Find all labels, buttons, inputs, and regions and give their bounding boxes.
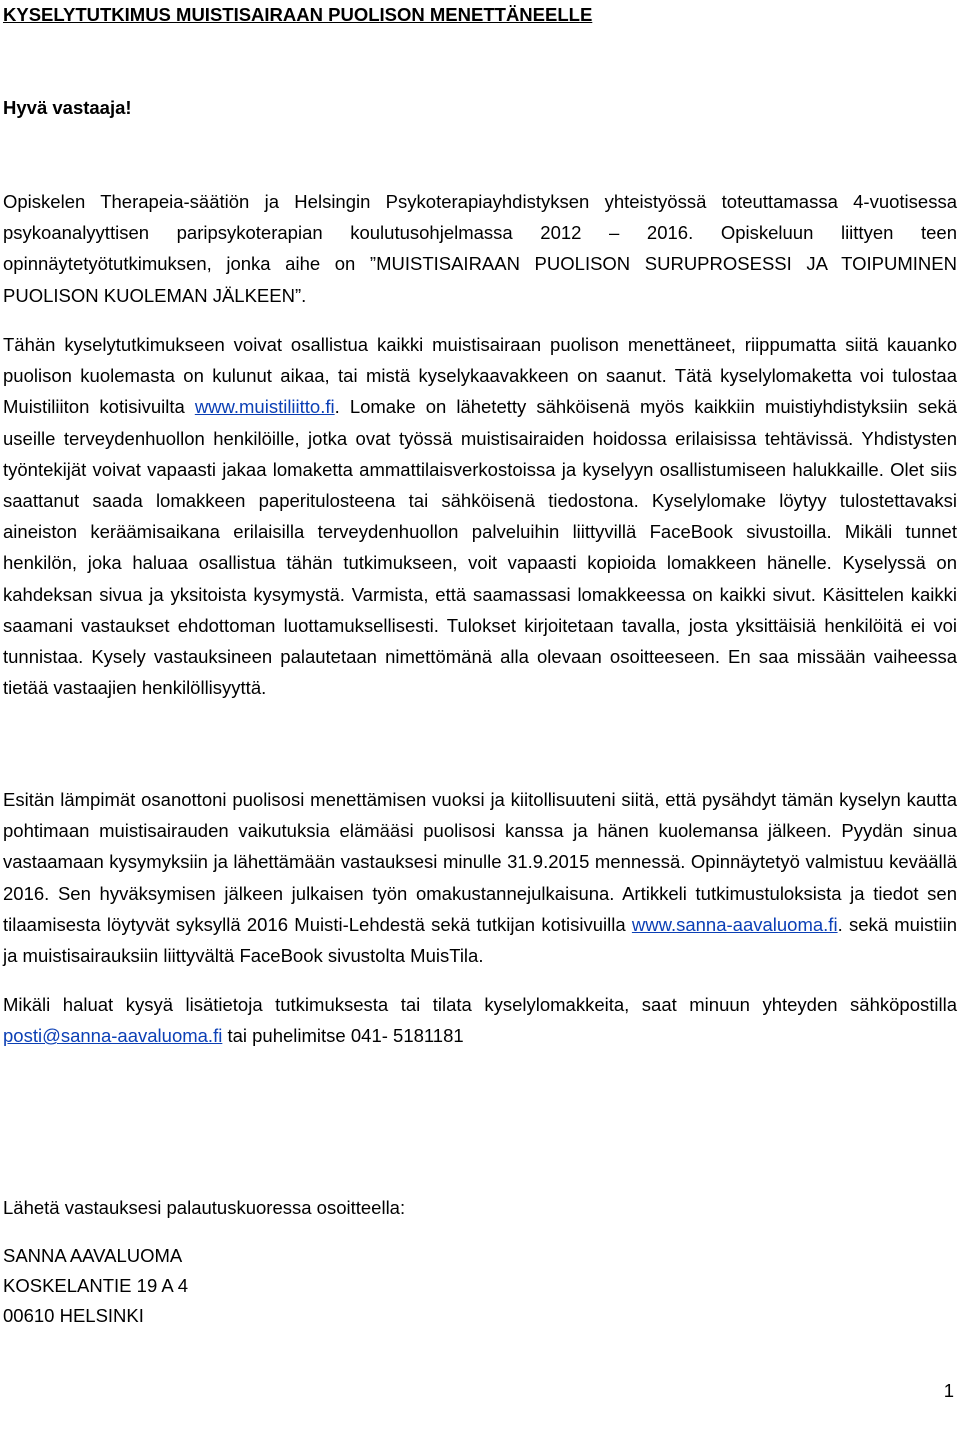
mailing-address: [3, 1241, 188, 1331]
sanna-aavaluoma-website-link[interactable]: www.sanna-aavaluoma.fi: [631, 913, 838, 935]
page-number: 1: [943, 1380, 954, 1401]
paragraph-participation: [3, 329, 957, 703]
email-link[interactable]: posti@sanna-aavaluoma.fi: [3, 1025, 223, 1047]
paragraph-contact-text-b: tai puhelimitse 041- 5181181: [222, 1025, 464, 1047]
paragraph-condolences-text-a: Esitän lämpimät osanottoni puolisosi menettämisen vuoksi ja kiitollisuuteni siitä, että pysähdyt tämän kyselyn kautta pohtimaan muistisairauden vaikutuksia elämääsi puolisosi kanssa ja hänen kuolemansa jälkeen. Pyydän sinua vastaamaan kysymyksiin ja lähettämään vastauksesi minulle 31.9.2015 mennessä. Opinnäytetyö valmistuu keväällä 2016. Sen hyväksymisen jälkeen julkaisen työn omakustannejulkaisuna. Artikkeli tutkimustuloksista ja tiedot sen tilaamisesta löytyvät syksyllä 2016 Muisti-Lehdestä sekä tutkijan kotisivuilla: [3, 789, 957, 935]
paragraph-participation-text-b: . Lomake on lähetetty sähköisenä myös kaikkiin muistiyhdistyksiin sekä useille terveydenhuollon henkilöille, jotka ovat työssä muistisairaiden hoidossa erilaisissa tehtävissä. Yhdistysten työntekijät voivat vapaasti jakaa lomaketta ammattilaisverkostoissa ja kyselyyn osallistumiseen halukkaille. Olet siis saattanut saada lomakkeen paperitulosteena tai sähköisenä tiedostona. Kyselylomake löytyy tulostettavaksi aineiston keräämisaikana erilaisilla terveydenhuollon palveluihin liittyvillä FaceBook sivustoilla. Mikäli tunnet henkilön, joka haluaa osallistua tähän tutkimukseen, voit vapaasti kopioida lomakkeen hänelle. Kyselyssä on kahdeksan sivua ja yksitoista kysymystä. Varmista, että saamassasi lomakkeessa on kaikki sivut. Käsittelen kaikki saamani vastaukset ehdottoman luottamuksellisesti. Tulokset kirjoitetaan tavalla, josta yksittäisiä henkilöitä ei voi tunnistaa. Kysely vastauksineen palautetaan nimettömänä alla olevaan osoitteeseen. En saa missään vaiheessa tietää vastaajien henkilöllisyyttä.: [3, 396, 957, 699]
address-line: KOSKELANTIE 19 A 4: [3, 1275, 189, 1296]
paragraph-intro: [3, 186, 957, 311]
send-instructions: Lähetä vastauksesi palautuskuoressa osoitteella:: [3, 1197, 406, 1218]
paragraph-contact-text-a: Mikäli haluat kysyä lisätietoja tutkimuksesta tai tilata kyselylomakkeita, saat minuun yhteyden sähköpostilla: [3, 994, 957, 1015]
document-title: KYSELYTUTKIMUS MUISTISAIRAAN PUOLISON MENETTÄNEELLE: [3, 4, 593, 25]
paragraph-contact: [3, 989, 957, 1051]
address-line: 00610 HELSINKI: [3, 1305, 144, 1326]
greeting: Hyvä vastaaja!: [3, 97, 132, 118]
paragraph-condolences: [3, 784, 957, 971]
paragraph-intro-text: Opiskelen Therapeia-säätiön ja Helsingin Psykoterapiayhdistyksen yhteistyössä toteuttamassa 4-vuotisessa psykoanalyyttisen paripsykoterapian koulutusohjelmassa 2012 – 2016. Opiskeluun liittyen teen opinnäytetyötutkimuksen, jonka aihe on ”MUISTISAIRAAN PUOLISON SURUPROSESSI JA TOIPUMINEN PUOLISON KUOLEMAN JÄLKEEN”.: [3, 191, 957, 306]
muistiliitto-link[interactable]: www.muistiliitto.fi: [194, 396, 335, 418]
paragraph-condolences-text-b: . sekä muistiin ja muistisairauksiin liittyvältä FaceBook sivustolta MuisTila.: [3, 913, 957, 967]
paragraph-participation-text-a: Tähän kyselytutkimukseen voivat osallistua kaikki muistisairaan puolison menettäneet, riippumatta siitä kauanko puolison kuolemasta on kulunut aikaa, tai mistä kyselykaavakkeen on saanut. Tätä kyselylomaketta voi tulostaa Muistiliiton kotisivuilta: [3, 334, 957, 418]
address-line: SANNA AAVALUOMA: [3, 1245, 183, 1266]
